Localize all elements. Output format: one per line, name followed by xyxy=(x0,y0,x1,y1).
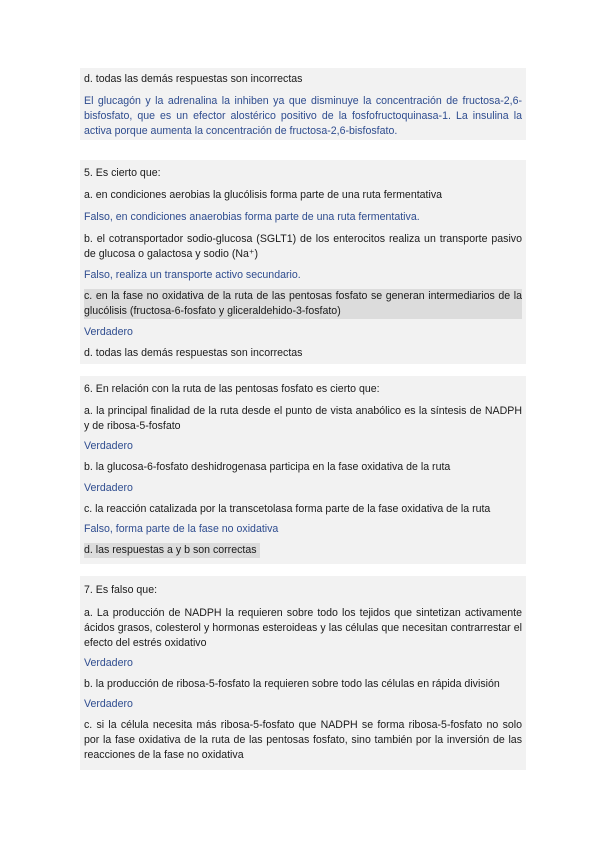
q6-answer-c: Falso, forma parte de la fase no oxidativa xyxy=(84,523,279,535)
q5-title: 5. Es cierto que: xyxy=(84,167,161,179)
q6-option-d: d. las respuestas a y b son correctas xyxy=(84,543,260,558)
q6-option-c: c. la reacción catalizada por la transcetolasa forma parte de la fase oxidativa de la ruta xyxy=(84,503,491,515)
q7-option-c: c. si la célula necesita más ribosa-5-fosfato que NADPH se forma ribosa-5-fosfato no solo por la fase oxidativa de la ruta de las pentosas fosfato, sino también por la inversión de las reacciones de la fase no oxidativa xyxy=(84,719,522,761)
q4-block xyxy=(80,68,526,140)
q6-option-d-wrap xyxy=(84,543,522,558)
q5-option-c: c. en la fase no oxidativa de la ruta de las pentosas fosfato se generan intermediarios de la glucólisis (fructosa-6-fosfato y gliceraldehido-3-fosfato) xyxy=(84,290,522,317)
q7-block xyxy=(80,576,526,770)
q6-block xyxy=(80,376,526,564)
q7-answer-b: Verdadero xyxy=(84,698,133,710)
q5-option-a: a. en condiciones aerobias la glucólisis forma parte de una ruta fermentativa xyxy=(84,189,443,201)
q7-option-a: a. La producción de NADPH la requieren sobre todo los tejidos que sintetizan activamente ácidos grasos, colesterol y hormonas esteroideas y las células que necesitan contrarrestar el efecto del estrés oxidativo xyxy=(84,607,522,649)
q6-option-a: a. la principal finalidad de la ruta desde el punto de vista anabólico es la síntesis de NADPH y de ribosa-5-fosfato xyxy=(84,405,522,432)
q6-option-b: b. la glucosa-6-fosfato deshidrogenasa participa en la fase oxidativa de la ruta xyxy=(84,461,451,473)
q6-answer-a: Verdadero xyxy=(84,440,133,452)
q5-option-d: d. todas las demás respuestas son incorrectas xyxy=(84,347,303,359)
q7-answer-a: Verdadero xyxy=(84,657,133,669)
q5-block xyxy=(80,160,526,364)
q6-answer-b: Verdadero xyxy=(84,482,133,494)
q5-answer-c: Verdadero xyxy=(84,326,133,338)
q5-answer-b: Falso, realiza un transporte activo secundario. xyxy=(84,269,301,281)
q4-option-d: d. todas las demás respuestas son incorrectas xyxy=(84,73,303,85)
q6-title: 6. En relación con la ruta de las pentosas fosfato es cierto que: xyxy=(84,383,380,395)
q4-explanation: El glucagón y la adrenalina la inhiben ya que disminuye la concentración de fructosa-2,6-bisfosfato, que es un efector alostérico positivo de la fosfofructoquinasa-1. La insulina la activa porque aumenta la concentración de fructosa-2,6-bisfosfato. xyxy=(84,95,522,137)
q7-title: 7. Es falso que: xyxy=(84,584,158,596)
q7-option-b: b. la producción de ribosa-5-fosfato la requieren sobre todo las células en rápida división xyxy=(84,678,500,690)
q5-option-b: b. el cotransportador sodio-glucosa (SGLT1) de los enterocitos realiza un transporte pasivo de glucosa o galactosa y sodio (Na⁺) xyxy=(84,233,522,260)
q5-answer-a: Falso, en condiciones anaerobias forma parte de una ruta fermentativa. xyxy=(84,211,420,223)
